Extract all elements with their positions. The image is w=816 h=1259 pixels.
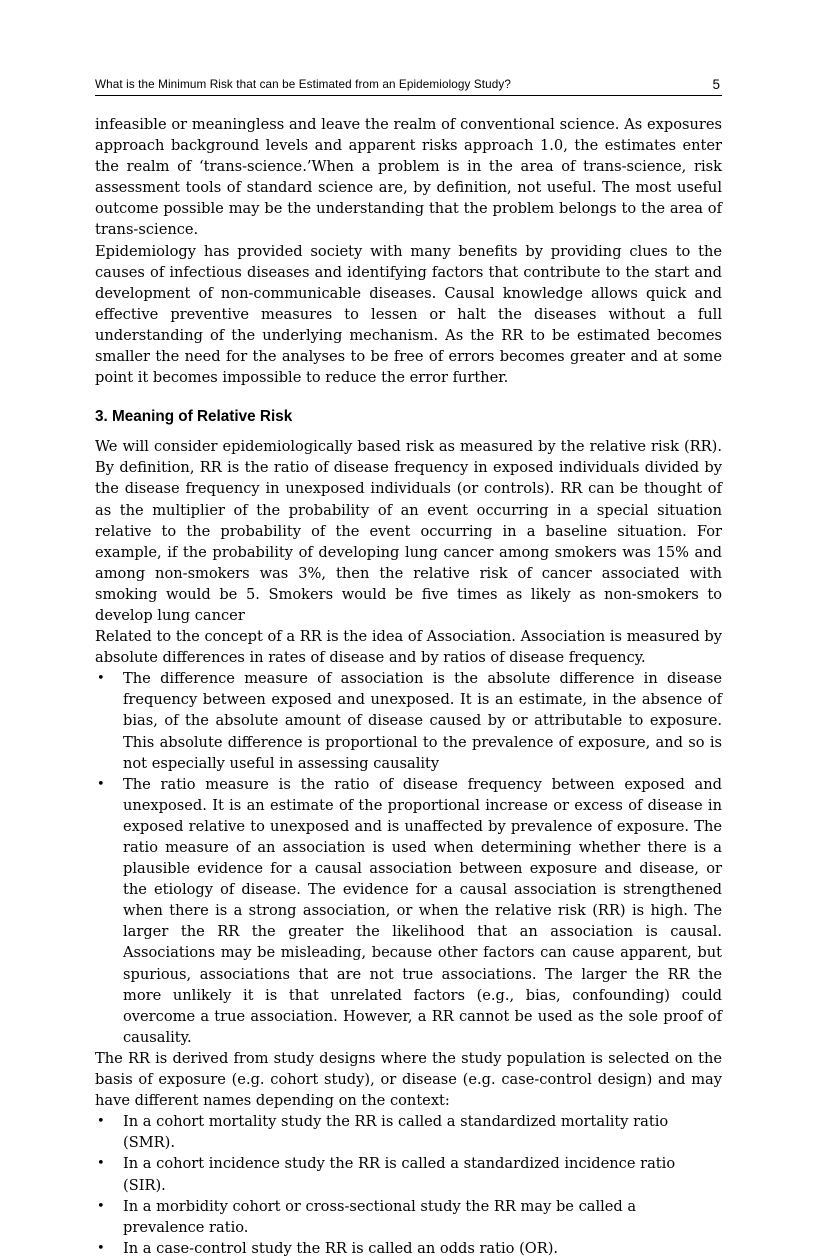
list-item xyxy=(95,774,722,1048)
running-header xyxy=(95,78,722,96)
paragraph-association-intro: Related to the concept of a RR is the idea of Association. Association is measured by absolute differences in rates of disease and by ratios of disease frequency. xyxy=(95,628,722,667)
bullet-icon: • xyxy=(97,1114,105,1130)
paragraph-intro-trans-science: infeasible or meaningless and leave the realm of conventional science. As exposures approach background levels and apparent risks approach 1.0, the estimates enter the realm of ‘trans-science.’When a problem is in the area of trans-science, risk assessment tools of standard science are, by definition, not useful. The most useful outcome possible may be the understanding that the problem belongs to the area of trans-science. xyxy=(95,116,722,239)
list-item-text: In a cohort incidence study the RR is called a standardized incidence ratio (SIR). xyxy=(123,1155,676,1194)
list-item-text: The ratio measure is the ratio of disease frequency between exposed and unexposed. It is an estimate of the proportional increase or excess of disease in exposed relative to unexposed and is unaffected by prevalence of exposure. The ratio measure of an association is used when determining whether there is a plausible evidence for a causal association between exposure and disease, or the etiology of disease. The evidence for a causal association is strengthened when there is a strong association, or when the relative risk (RR) is high. The larger the RR the greater the likelihood that an association is causal. Associations may be misleading, because other factors can cause apparent, but spurious, associations that are not true associations. The larger the RR the more unlikely it is that unrelated factors (e.g., bias, confounding) could overcome a true association. However, a RR cannot be used as the sole proof of causality. xyxy=(123,775,722,1046)
bullet-icon: • xyxy=(97,1156,105,1172)
list-item-text: The difference measure of association is the absolute difference in disease frequency between exposed and unexposed. It is an estimate, in the absence of bias, of the absolute amount of disease caused by or attributable to exposure. This absolute difference is proportional to the prevalence of exposure, and so is not especially useful in assessing causality xyxy=(123,670,722,772)
paragraph-relative-risk-definition: We will consider epidemiologically based risk as measured by the relative risk (RR). By definition, RR is the ratio of disease frequency in exposed individuals divided by the disease frequency in unexposed individuals (or controls). RR can be thought of as the multiplier of the probability of an event occurring in a special situation relative to the probability of the event occurring in a baseline situation. For example, if the probability of developing lung cancer among smokers was 15% and among non-smokers was 3%, then the relative risk of cancer associated with smoking would be 5. Smokers would be five times as likely as non-smokers to develop lung cancer xyxy=(95,438,722,624)
running-header-title: What is the Minimum Risk that can be Estimated from an Epidemiology Study? xyxy=(95,78,511,91)
list-item xyxy=(95,1238,722,1259)
bullet-icon: • xyxy=(97,1198,105,1214)
list-item xyxy=(95,1153,722,1195)
page-content xyxy=(95,78,722,1259)
paragraph-epidemiology-benefits: Epidemiology has provided society with many benefits by providing clues to the causes of infectious diseases and identifying factors that contribute to the start and development of non-communicable diseases. Causal knowledge allows quick and effective preventive measures to lessen or halt the diseases without a full understanding of the underlying mechanism. As the RR to be estimated becomes smaller the need for the analyses to be free of errors becomes greater and at some point it becomes impossible to reduce the error further. xyxy=(95,242,722,387)
bullet-icon: • xyxy=(97,671,105,687)
bullet-icon: • xyxy=(97,776,105,792)
list-item xyxy=(95,1111,722,1153)
list-item xyxy=(95,1196,722,1238)
list-association-measures xyxy=(95,668,722,1048)
paragraph-study-designs: The RR is derived from study designs where the study population is selected on the basis of exposure (e.g. cohort study), or disease (e.g. case-control design) and may have different names depending on the context: xyxy=(95,1049,722,1110)
list-rr-names-by-study-type xyxy=(95,1111,722,1259)
list-item-text: In a case-control study the RR is called an odds ratio (OR). xyxy=(123,1239,559,1257)
section-heading-meaning-of-relative-risk: 3. Meaning of Relative Risk xyxy=(95,408,293,426)
list-item xyxy=(95,668,722,773)
bullet-icon: • xyxy=(97,1240,105,1256)
list-item-text: In a cohort mortality study the RR is called a standardized mortality ratio (SMR). xyxy=(123,1113,669,1152)
page-number: 5 xyxy=(712,77,720,92)
list-item-text: In a morbidity cohort or cross-sectional study the RR may be called a prevalence ratio. xyxy=(123,1197,637,1236)
